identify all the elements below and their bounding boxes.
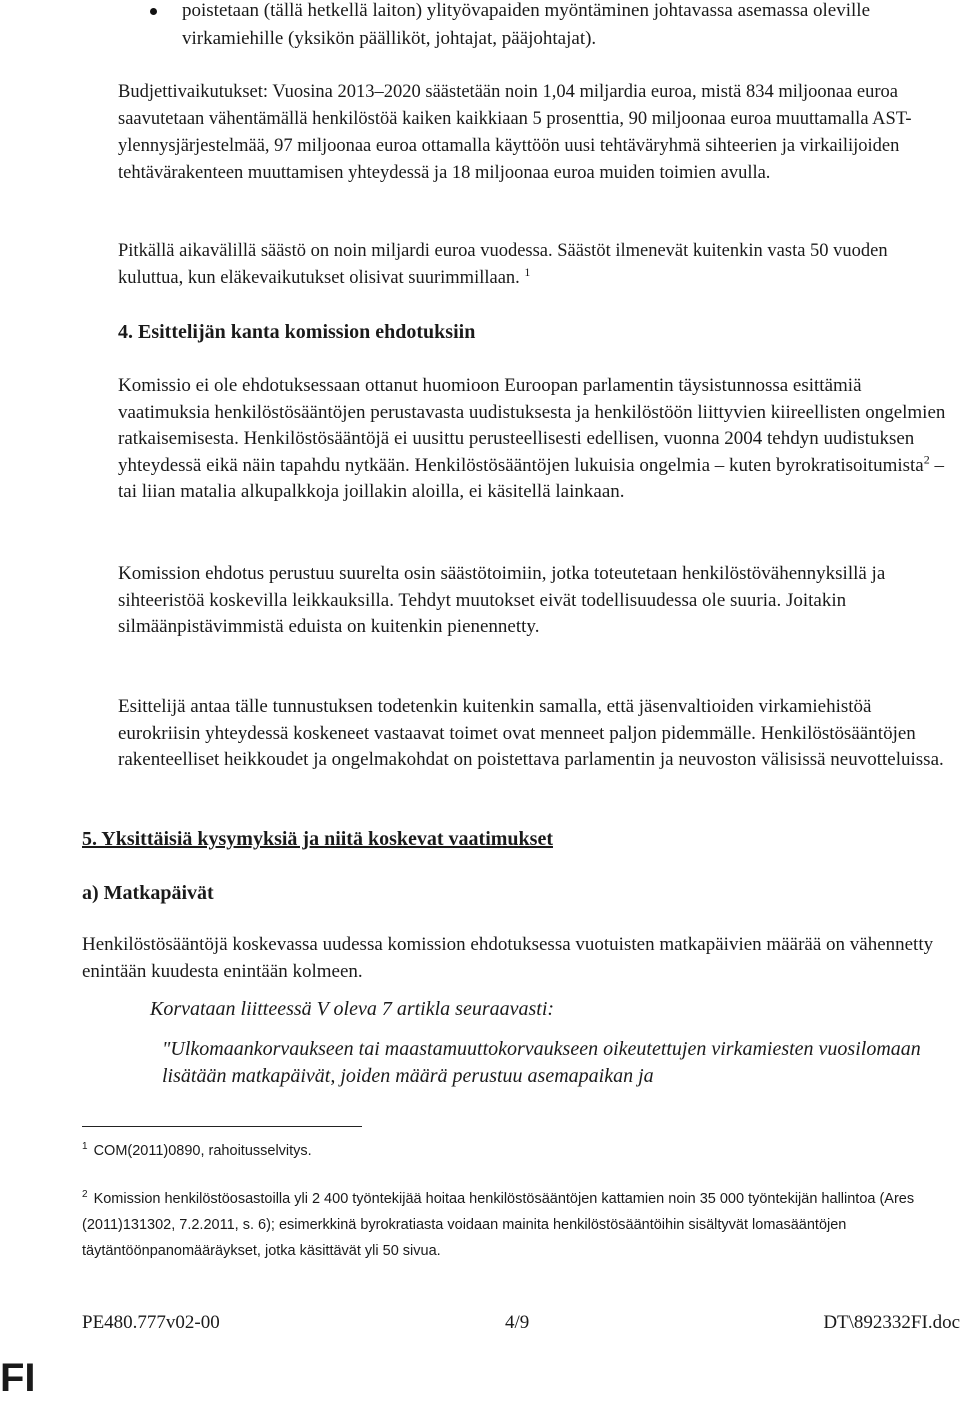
footnote-2-text: Komission henkilöstöosastoilla yli 2 400 työntekijää hoitaa henkilöstösääntöjen kattamien noin 35 000 työntekijän hallintoa (Ares (2011)131302, 7.2.2011, s. 6); esimerkkinä byrokratiasta voidaan mainita henkilöstösääntöihin sisältyvät lomasääntöjen täytäntöönpanomääräykset, jotka käsittävät yli 50 sivua. <box>82 1191 915 1259</box>
commission-paragraph-2: Komission ehdotus perustuu suurelta osin säästötoimiin, jotka toteutetaan henkilöstövähennyksillä ja sihteeristöä koskevilla leikkauksilla. Tehdyt muutokset eivät todellisuudessa ole suuria. Joitakin silmäänpistävimmistä eduista on kuitenkin pienennetty. <box>118 563 886 637</box>
footnote-2-number: 2 <box>82 1189 88 1201</box>
footer-file-name: DT\892332FI.doc <box>823 1312 960 1333</box>
amendment-intro: Korvataan liitteessä V oleva 7 artikla seuraavasti: <box>150 998 555 1020</box>
commission-paragraph-1-text: Komissio ei ole ehdotuksessaan ottanut huomioon Euroopan parlamentin täysistunnossa esittämiä vaatimuksia henkilöstösääntöjen perustavasta uudistuksesta ja henkilöstöön liittyvien kiireellisten ongelmien ratkaisemisesta. Henkilöstösääntöjä ei uusittu perusteellisesti edellisen, vuonna 2004 tehdyn uudistuksen yhteydessä eikä näin tapahdu nytkään. Henkilöstösääntöjen lukuisia ongelmia – kuten byrokratisoitumista <box>118 375 946 476</box>
footer-page-number: 4/9 <box>505 1312 530 1333</box>
amendment-quote: "Ulkomaankorvaukseen tai maastamuuttokorvaukseen oikeutettujen virkamiesten vuosilomaan lisätään matkapäivät, joiden määrä perustuu asemapaikan ja <box>162 1038 921 1087</box>
footnote-ref-2[interactable]: 2 <box>923 452 930 467</box>
section-4-heading: 4. Esittelijän kanta komission ehdotuksiin <box>118 321 476 343</box>
longterm-paragraph <box>118 238 950 292</box>
commission-paragraph-1-tail: – tai liian matalia alkupalkkoja joillakin aloilla, ei käsitellä lainkaan. <box>118 454 944 502</box>
travel-days-paragraph: Henkilöstösääntöjä koskevassa uudessa komission ehdotuksessa vuotuisten matkapäivien määrää on vähennetty enintään kuudesta enintään kolmeen. <box>82 934 934 982</box>
footnote-1-text: COM(2011)0890, rahoitusselvitys. <box>93 1143 312 1159</box>
bullet-icon <box>150 8 157 15</box>
language-code: FI <box>0 1356 36 1400</box>
longterm-text: Pitkällä aikavälillä säästö on noin miljardi euroa vuodessa. Säästöt ilmenevät kuitenkin vasta 50 vuoden kuluttua, kun eläkevaikutukset olisivat suurimmillaan. <box>118 241 888 288</box>
footnote-1-number: 1 <box>82 1141 88 1153</box>
footnote-divider <box>82 1126 362 1127</box>
section-5-heading: 5. Yksittäisiä kysymyksiä ja niitä koskevat vaatimukset <box>82 828 553 850</box>
bullet-text: poistetaan (tällä hetkellä laiton) ylityövapaiden myöntäminen johtavassa asemassa oleville virkamiehille (yksikön päälliköt, johtajat, pääjohtajat). <box>182 0 871 49</box>
footer-document-id: PE480.777v02-00 <box>82 1312 220 1333</box>
commission-paragraph-1 <box>118 373 950 506</box>
rapporteur-paragraph: Esittelijä antaa tälle tunnustuksen todetenkin kuitenkin samalla, että jäsenvaltioiden virkamiehistöä eurokriisin yhteydessä koskeneet vastaavat toimet ovat menneet paljon pidemmälle. Henkilöstösääntöjen rakenteelliset heikkoudet ja ongelmakohdat on poistettava parlamentin ja neuvoston välisissä neuvotteluissa. <box>118 696 944 770</box>
footnote-2 <box>82 1186 942 1264</box>
page-footer <box>82 1312 960 1340</box>
footnote-ref-1[interactable]: 1 <box>524 264 531 279</box>
budget-paragraph: Budjettivaikutukset: Vuosina 2013–2020 säästetään noin 1,04 miljardia euroa, mistä 834 miljoonaa euroa saavutetaan vähentämällä henkilöstöä kaiken kaikkiaan 5 prosenttia, 90 miljoonaa euroa muuttamalla AST-ylennysjärjestelmää, 97 miljoonaa euroa ottamalla käyttöön uusi tehtäväryhmä sihteerien ja virkailijoiden tehtävärakenteen muuttamisen yhteydessä ja 18 miljoonaa euroa muiden toimien avulla. <box>118 82 912 183</box>
footnote-1 <box>82 1138 942 1164</box>
subsection-a-heading: a) Matkapäivät <box>82 882 214 904</box>
bullet-list-item <box>118 0 958 53</box>
